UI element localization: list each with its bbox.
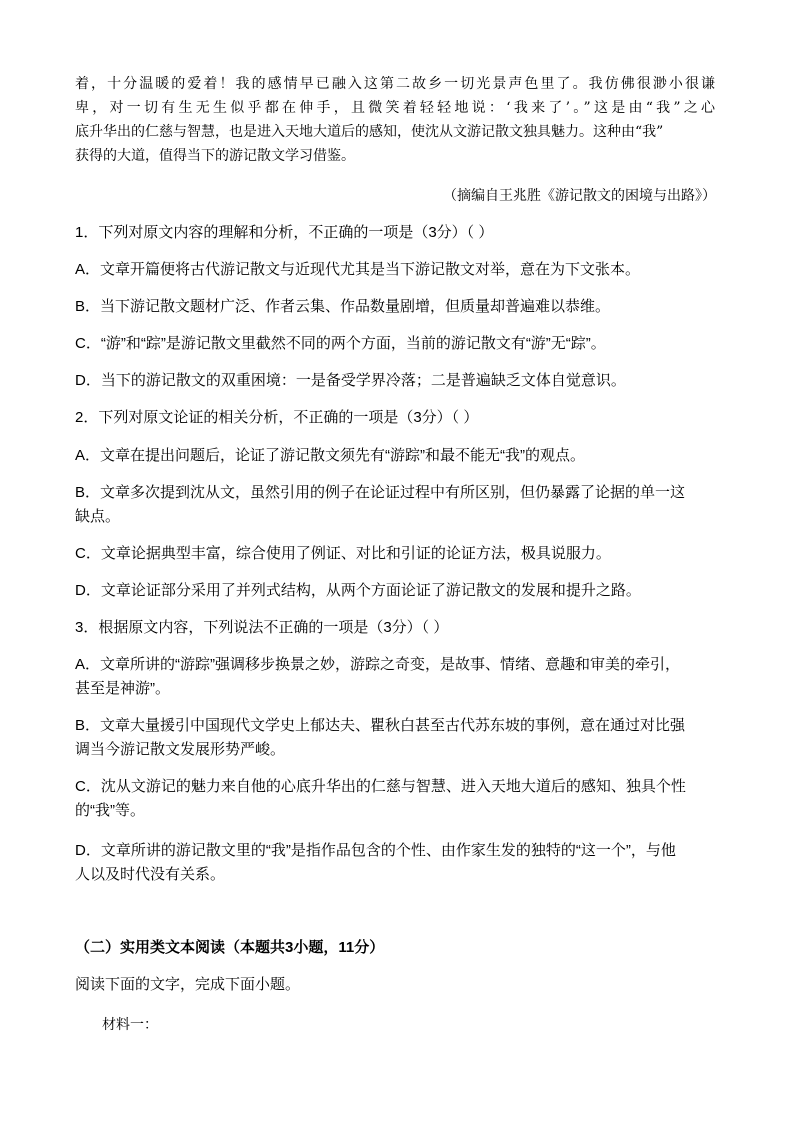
question-2-option-a: A．文章在提出问题后，论证了游记散文须先有“游踪”和最不能无“我”的观点。: [75, 447, 585, 464]
question-2-option-c: C．文章论据典型丰富，综合使用了例证、对比和引证的论证方法，极具说服力。: [75, 545, 611, 562]
question-3-option-c: C．沈从文游记的魅力来自他的心底升华出的仁慈与智慧、进入天地大道后的感知、独具个性: [75, 778, 686, 795]
question-1-option-c: C．“游”和“踪”是游记散文里截然不同的两个方面，当前的游记散文有“游”无“踪”。: [75, 335, 606, 352]
source-note: （摘编自王兆胜《游记散文的困境与出路》）: [443, 188, 716, 204]
question-1-option-d: D．当下的游记散文的双重困境：一是备受学界冷落；二是普遍缺乏文体自觉意识。: [75, 372, 626, 389]
intro-line-2: 卑，对一切有生无生似乎都在伸手，且微笑着轻轻地说：‘我来了’。”这是由“我”之心: [75, 100, 715, 116]
intro-line-1: 着，十分温暖的爱着！我的感情早已融入这第二故乡一切光景声色里了。我仿佛很渺小很谦: [75, 76, 715, 92]
question-3-option-d-cont: 人以及时代没有关系。: [75, 866, 226, 883]
intro-line-4: 获得的大道，值得当下的游记散文学习借鉴。: [75, 148, 355, 164]
question-3-option-c-cont: 的“我”等。: [75, 802, 145, 819]
section-2-instruction: 阅读下面的文字，完成下面小题。: [75, 976, 301, 993]
question-1-option-b: B．当下游记散文题材广泛、作者云集、作品数量剧增，但质量却普遍难以恭维。: [75, 298, 611, 315]
question-3-option-d: D．文章所讲的游记散文里的“我”是指作品包含的个性、由作家生发的独特的“这一个”，与他: [75, 842, 676, 859]
question-2-option-d: D．文章论证部分采用了并列式结构，从两个方面论证了游记散文的发展和提升之路。: [75, 582, 641, 599]
question-2-option-b-cont: 缺点。: [75, 508, 121, 525]
question-2-stem: 2．下列对原文论证的相关分析，不正确的一项是（3分）（ ）: [75, 409, 479, 426]
section-2-heading: （二）实用类文本阅读（本题共3小题，11分）: [75, 939, 385, 956]
question-3-option-b-cont: 调当今游记散文发展形势严峻。: [75, 741, 286, 758]
material-1-label: 材料一：: [102, 1017, 158, 1033]
question-1-stem: 1．下列对原文内容的理解和分析，不正确的一项是（3分）（ ）: [75, 224, 494, 241]
question-3-option-a-cont: 甚至是神游”。: [75, 680, 170, 697]
question-3-option-a: A．文章所讲的“游踪”强调移步换景之妙，游踪之奇变，是故事、情绪、意趣和审美的牵引，: [75, 656, 680, 673]
question-2-option-b: B．文章多次提到沈从文，虽然引用的例子在论证过程中有所区别，但仍暴露了论据的单一这: [75, 484, 686, 501]
question-3-option-b: B．文章大量援引中国现代文学史上郁达夫、瞿秋白甚至古代苏东坡的事例，意在通过对比强: [75, 717, 686, 734]
intro-line-3: 底升华出的仁慈与智慧，也是进入天地大道后的感知，使沈从文游记散文独具魅力。这种由“我”: [75, 124, 664, 140]
question-1-option-a: A．文章开篇便将古代游记散文与近现代尤其是当下游记散文对举，意在为下文张本。: [75, 261, 641, 278]
question-3-stem: 3．根据原文内容，下列说法不正确的一项是（3分）（ ）: [75, 619, 449, 636]
